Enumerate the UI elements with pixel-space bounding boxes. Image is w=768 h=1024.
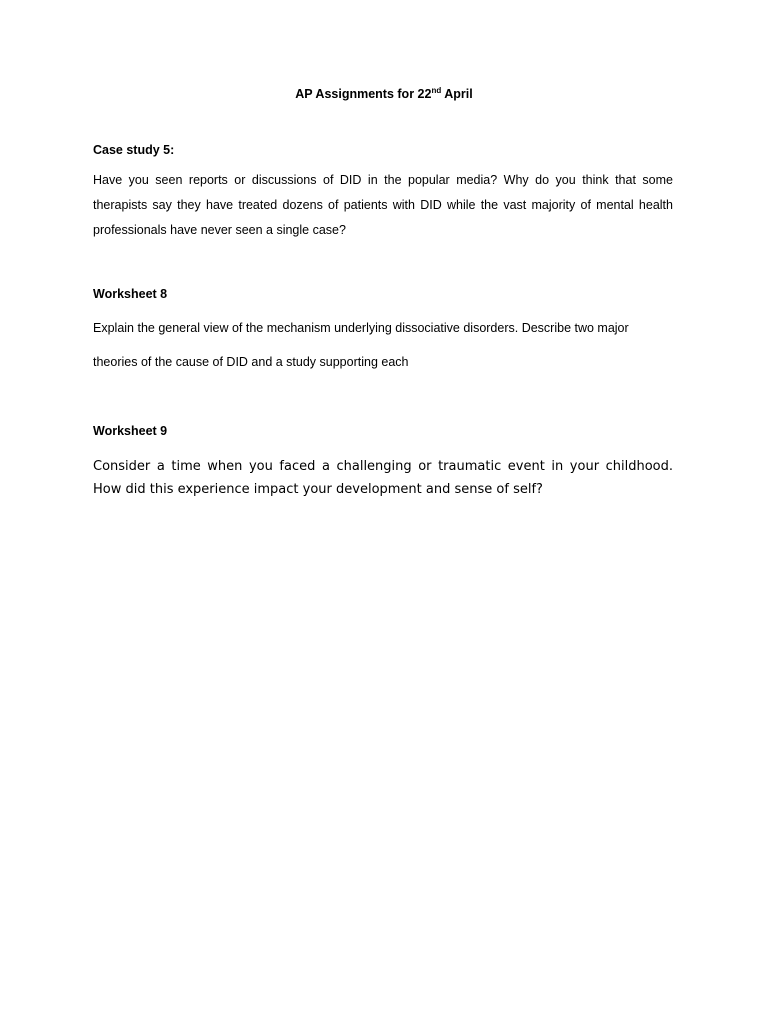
worksheet9-line: How did this experience impact your development and sense of self? [93,482,543,497]
case-study-line: Have you seen reports or discussions of DID in the popular media? Why do you think that some [93,173,673,187]
case-study-line: professionals have never seen a single case? [93,223,346,237]
title-suffix: April [441,87,473,101]
case-study-line: therapists say they have treated dozens of patients with DID while the vast majority of mental health [93,198,673,212]
worksheet9-line: Consider a time when you faced a challenging or traumatic event in your childhood. [93,459,673,474]
case-study-paragraph [93,168,673,243]
title-superscript: nd [431,85,442,95]
title-prefix: AP Assignments for 22 [295,87,432,101]
page-title [0,87,768,101]
worksheet9-heading: Worksheet 9 [93,424,168,438]
worksheet8-line: theories of the cause of DID and a study supporting each [93,355,409,369]
worksheet8-heading: Worksheet 8 [93,287,168,301]
worksheet9-paragraph [93,455,673,501]
case-study-heading: Case study 5: [93,143,175,157]
worksheet8-line: Explain the general view of the mechanism underlying dissociative disorders. Describe two major [93,321,629,335]
